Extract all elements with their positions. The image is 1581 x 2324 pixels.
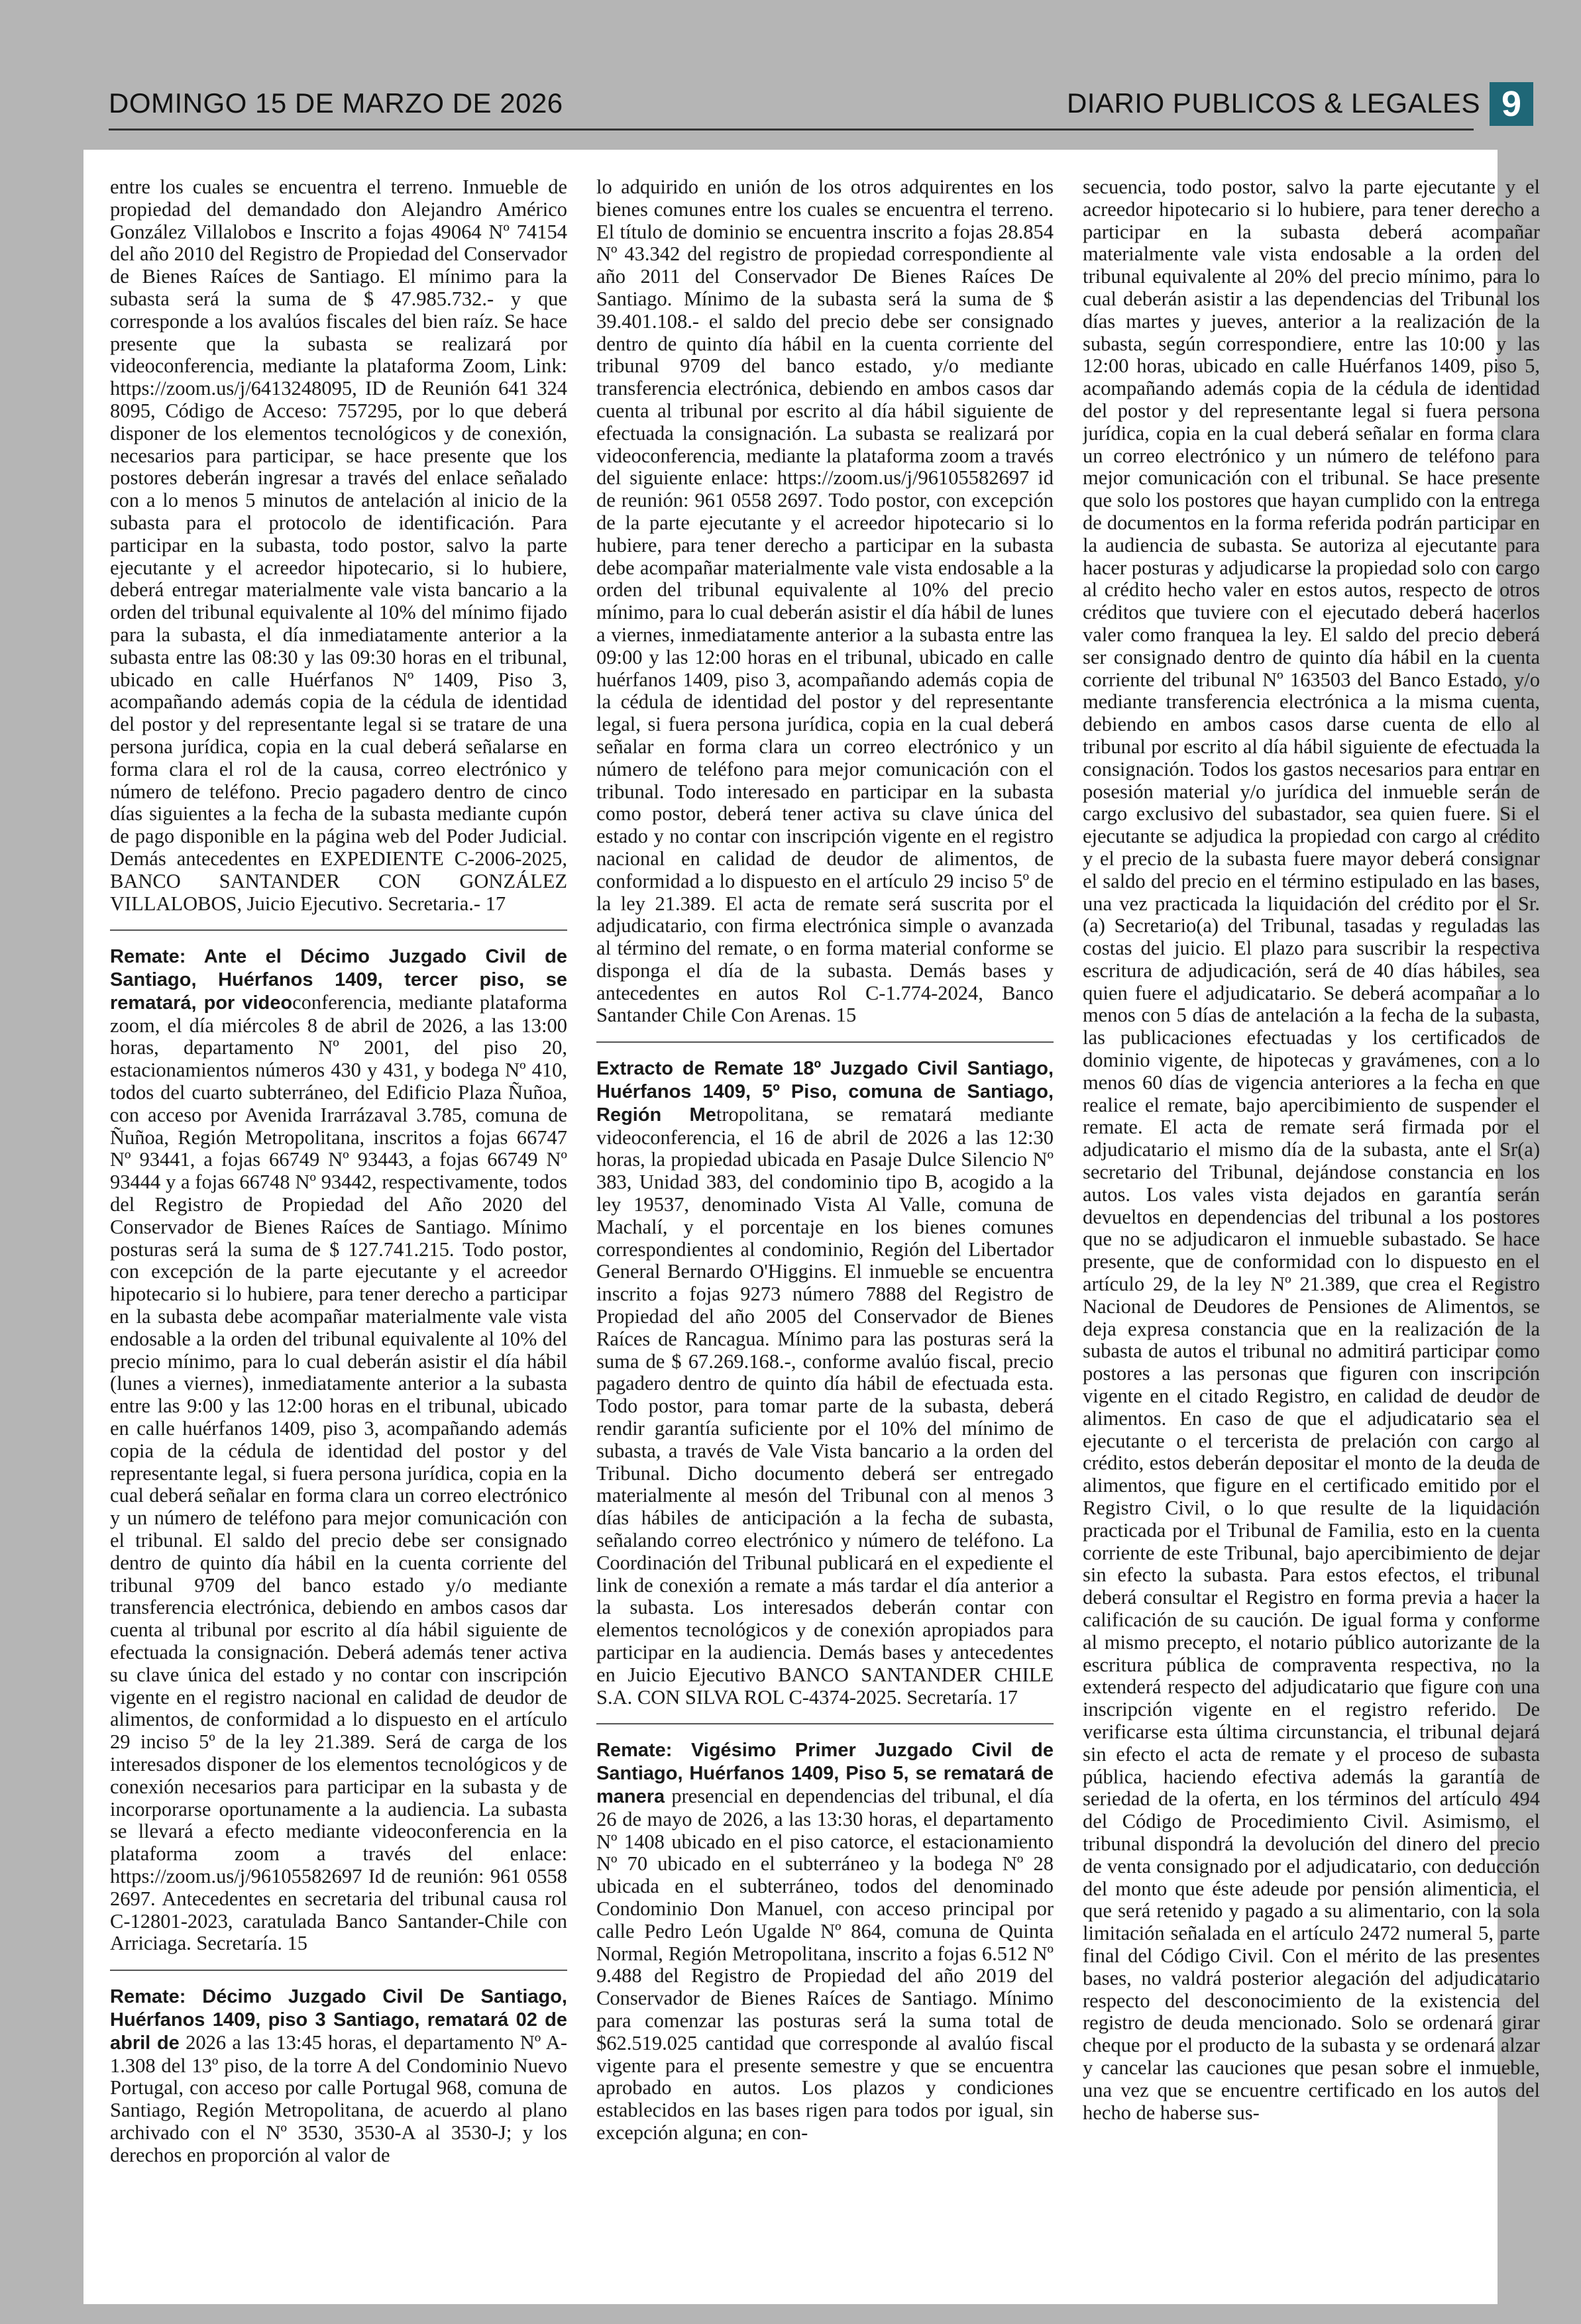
column-3 bbox=[1083, 176, 1540, 2283]
notice-text: entre los cuales se encuentra el terreno. Inmueble de propiedad del demandado don Alejandro Américo González Villalobos e Inscrito a fojas 49064 Nº 74154 del año 2010 del Registro de Propiedad del Conservador de Bienes Raíces de Santiago. El mínimo para la subasta será la suma de $ 47.985.732.- y que corresponde a los avalúos fiscales del bien raíz. Se hace presente que la subasta se realizará por videoconferencia, mediante la plataforma Zoom, Link: https://zoom.us/j/6413248095, ID de Reunión 641 324 8095, Código de Acceso: 757295, por lo que deberá disponer de los elementos tecnológicos y de conexión, necesarios para participar, se hace presente que los postores deberán ingresar a través del enlace señalado con a lo menos 5 minutos de antelación al inicio de la subasta para el protocolo de identificación. Para participar en la subasta, todo postor, salvo la parte ejecutante y el acreedor hipotecario, si lo hubiere, deberá entregar materialmente vale vista bancario a la orden del tribunal equivalente al 10% del mínimo fijado para la subasta, el día inmediatamente anterior a la subasta entre las 08:30 y las 09:30 horas en el tribunal, ubicado en calle Huérfanos Nº 1409, Piso 3, acompañando además copia de la cédula de identidad del postor y del representante legal si se tratare de una persona jurídica, copia en la cual deberá señalarse en forma clara el rol de la causa, correo electrónico y número de teléfono. Precio pagadero dentro de cinco días siguientes a la fecha de la subasta mediante cupón de pago disponible en la página web del Poder Judicial. Demás antecedentes en EXPEDIENTE C-2006-2025, BANCO SANTANDER CON GONZÁLEZ VILLALOBOS, Juicio Ejecutivo. Secretaria.- 17 bbox=[110, 176, 567, 915]
header-date: DOMINGO 15 DE MARZO DE 2026 bbox=[109, 87, 563, 119]
notice-lead: Remate: Vigésimo Primer Juzgado Civil de Santiago, Huérfanos 1409, Piso 5, se rematará de manera bbox=[596, 1740, 1054, 1807]
header-rule bbox=[109, 129, 1474, 131]
page-number-badge: 9 bbox=[1490, 82, 1533, 126]
notice-continuation bbox=[596, 176, 1054, 1027]
notice-lead: Remate: Ante el Décimo Juzgado Civil de Santiago, Huérfanos 1409, tercer piso, se rematará, por video bbox=[110, 946, 567, 1014]
column-2 bbox=[596, 176, 1054, 2283]
notice-text: lo adquirido en unión de los otros adquirentes en los bienes comunes entre los cuales se encuentra el terreno. El título de dominio se encuentra inscrito a fojas 28.854 Nº 43.342 del registro de propiedad correspondiente al año 2011 del Conservador De Bienes Raíces De Santiago. Mínimo de la subasta será la suma de $ 39.401.108.- el saldo del precio debe ser consignado dentro de quinto día hábil en la cuenta corriente del tribunal 9709 del banco estado, y/o mediante transferencia electrónica, debiendo en ambos casos dar cuenta al tribunal por escrito al día hábil siguiente de efectuada la consignación. La subasta se realizará por videoconferencia, mediante la plataforma zoom a través del siguiente enlace: https://zoom.us/j/96105582697 id de reunión: 961 0558 2697. Todo postor, con excepción de la parte ejecutante y el acreedor hipotecario si lo hubiere, para tener derecho a participar en la subasta debe acompañar materialmente vale vista endosable a la orden del tribunal equivalente al 10% del precio mínimo, para lo cual deberán asistir el día hábil de lunes a viernes, inmediatamente anterior a la subasta entre las 09:00 y las 12:00 horas en el tribunal, ubicado en calle huérfanos 1409, piso 3, acompañando además copia de la cédula de identidad del postor y del representante legal, si fuera persona jurídica, copia en la cual deberá señalar en forma clara un correo electrónico y un número de teléfono para mejor comunicación con el tribunal. Todo interesado en participar en la subasta como postor, deberá tener activa su clave única del estado y no contar con inscripción vigente en el registro nacional en calidad de deudor de alimentos, de conformidad a lo dispuesto en el artículo 29 inciso 5º de la ley 21.389. El acta de remate será suscrita por el adjudicatario, con firma electrónica simple o avanzada al término del remate, o en forma material conforme se disponga el día de la subasta. Demás bases y antecedentes en autos Rol C-1.774-2024, Banco Santander Chile Con Arenas. 15 bbox=[596, 176, 1054, 1027]
notice-continuation bbox=[110, 176, 567, 915]
notice-remate bbox=[110, 1970, 567, 2166]
notice-text: presencial en dependencias del tribunal, el día 26 de mayo de 2026, a las 13:30 horas, el departamento Nº 1408 ubicado en el piso catorce, el estacionamiento Nº 70 ubicado en el subterráneo y la bodega Nº 28 ubicada en el subterráneo, todos del denominado Condominio Don Manuel, con acceso principal por calle Pedro León Ugalde Nº 864, comuna de Quinta Normal, Región Metropolitana, inscrito a fojas 6.512 Nº 9.488 del Registro de Propiedad del año 2019 del Conservador de Bienes Raíces de Santiago. Mínimo para comenzar las posturas será la suma total de $62.519.025 cantidad que corresponde al avalúo fiscal vigente para el presente semestre y que se encuentra aprobado en autos. Los plazos y condiciones establecidos en las bases rigen para todos por igual, sin excepción alguna; en con- bbox=[596, 1784, 1054, 2144]
notice-continuation bbox=[1083, 176, 1540, 2124]
page-header bbox=[109, 85, 1533, 131]
column-1 bbox=[110, 176, 567, 2283]
notice-lead: Extracto de Remate 18º Juzgado Civil Santiago, Huérfanos 1409, 5º Piso, comuna de Santiago, Región Me bbox=[596, 1058, 1054, 1126]
page-sheet bbox=[83, 150, 1540, 2304]
header-section-title: DIARIO PUBLICOS & LEGALES bbox=[1066, 87, 1480, 119]
notice-remate bbox=[110, 929, 567, 1955]
notice-lead: Remate: Décimo Juzgado Civil De Santiago, Huérfanos 1409, piso 3 Santiago, rematará 02 de abril de bbox=[110, 1986, 567, 2054]
notice-text: conferencia, mediante plataforma zoom, el día miércoles 8 de abril de 2026, a las 13:00 horas, departamento Nº 2001, del piso 20, estacionamientos números 430 y 431, y bodega Nº 410, todos del cuarto subterráneo, del Edificio Plaza Ñuñoa, con acceso por Avenida Irarrázaval 3.785, comuna de Ñuñoa, Región Metropolitana, inscritos a fojas 66747 Nº 93441, a fojas 66749 Nº 93443, a fojas 66749 Nº 93444 y a fojas 66748 Nº 93442, respectivamente, todos del Registro de Propiedad del Año 2020 del Conservador de Bienes Raíces de Santiago. Mínimo posturas será la suma de $ 127.741.215. Todo postor, con excepción de la parte ejecutante y el acreedor hipotecario si lo hubiere, para tener derecho a participar en la subasta debe acompañar materialmente vale vista endosable a la orden del tribunal equivalente al 10% del precio mínimo, para lo cual deberán asistir el día hábil (lunes a viernes), inmediatamente anterior a la subasta entre las 9:00 y las 12:00 horas en el tribunal, ubicado en calle huérfanos 1409, piso 3, acompañando además copia de la cédula de identidad del postor y del representante legal, si fuera persona jurídica, copia en la cual deberá señalar en forma clara un correo electrónico y un número de teléfono para mejor comunicación con el tribunal. El saldo del precio debe ser consignado dentro de quinto día hábil en la cuenta corriente del tribunal 9709 del banco estado y/o mediante transferencia electrónica, debiendo en ambos casos dar cuenta al tribunal por escrito al día hábil siguiente de efectuada la consignación. Deberá además tener activa su clave única del estado y no contar con inscripción vigente en el registro nacional en calidad de deudor de alimentos, de conformidad a lo dispuesto en el artículo 29 inciso 5º de la ley 21.389. Será de carga de los interesados disponer de los elementos tecnológicos y de conexión necesarios para participar en la subasta y de incorporarse oportunamente a la audiencia. La subasta se llevará a efecto mediante videoconferencia en la plataforma zoom a través del enlace: https://zoom.us/j/96105582697 Id de reunión: 961 0558 2697. Antecedentes en secretaria del tribunal causa rol C-12801-2023, caratulada Banco Santander-Chile con Arriciaga. Secretaría. 15 bbox=[110, 990, 567, 1955]
notice-text: secuencia, todo postor, salvo la parte ejecutante y el acreedor hipotecario si lo hubiere, para tener derecho a participar en la subasta deberá acompañar materialmente vale vista endosable a la orden del tribunal equivalente al 20% del precio mínimo, para lo cual deberán asistir a las dependencias del Tribunal los días martes y jueves, anterior a la realización de la subasta, según correspondiere, entre las 10:00 y las 12:00 horas, ubicado en calle Huérfanos 1409, piso 5, acompañando además copia de la cédula de identidad del postor y del representante legal si fuera persona jurídica, copia en la cual deberá señalar en forma clara un correo electrónico y un número de teléfono para mejor comunicación con el tribunal. Se hace presente que solo los postores que hayan cumplido con la entrega de documentos en la forma referida podrán participar en la audiencia de subasta. Se autoriza al ejecutante para hacer posturas y adjudicarse la propiedad solo con cargo al crédito hecho valer en estos autos, respecto de otros créditos que tuviere con el ejecutado deberá hacerlos valer como franquea la ley. El saldo del precio deberá ser consignado dentro de quinto día hábil en la cuenta corriente del tribunal Nº 163503 del Banco Estado, y/o mediante transferencia electrónica a la misma cuenta, debiendo en ambos casos darse cuenta de ello al tribunal por escrito al día hábil siguiente de efectuada la consignación. Todos los gastos necesarios para entrar en posesión material y/o jurídica del inmueble serán de cargo exclusivo del subastador, sea quien fuere. Si el ejecutante se adjudica la propiedad con cargo al crédito y el precio de la subasta fuere mayor deberá consignar el saldo del precio en el término estipulado en las bases, una vez practicada la liquidación del crédito por el Sr. (a) Secretario(a) del Tribunal, tasadas y reguladas las costas del juicio. El plazo para suscribir la respectiva escritura de adjudicación, será de 40 días hábiles, sea quien fuere el adjudicatario. Se deberá acompañar a lo menos con 5 días de antelación a la fecha de la subasta, las publicaciones efectuadas y los certificados de dominio vigente, de hipotecas y gravámenes, con a lo menos 60 días de vigencia anteriores a la fecha en que realice el remate, bajo apercibimiento de suspender el remate. El acta de remate será firmada por el adjudicatario el mismo día de la subasta, ante el Sr(a) secretario del Tribunal, dejándose constancia en los autos. Los vales vista dejados en garantía serán devueltos en dependencias del tribunal a los postores que no se adjudicaron el inmueble subastado. Se hace presente, que de conformidad con lo dispuesto en el artículo 29, de la ley Nº 21.389, que crea el Registro Nacional de Deudores de Pensiones de Alimentos, se deja expresa constancia que en la realización de la subasta de autos el tribunal no admitirá participar como postores a las personas que figuren con inscripción vigente en el citado Registro, en calidad de deudor de alimentos. En caso de que el adjudicatario sea el ejecutante o el tercerista de prelación con cargo al crédito, estos deberán depositar el monto de la deuda de alimentos, que figure en el certificado emitido por el Registro Civil, o lo que resulte de la liquidación practicada por el Tribunal de Familia, esto en la cuenta corriente de este Tribunal, bajo apercibimiento de dejar sin efecto la subasta. Para estos efectos, el tribunal deberá consultar el Registro en forma previa a hacer la calificación de su caución. De igual forma y conforme al mismo precepto, el notario público autorizante de la escritura pública de compraventa respectiva, no la extenderá respecto del adjudicatario que figure con una inscripción vigente en el registro referido. De verificarse esta última circunstancia, el tribunal dejará sin efecto el acta de remate y el proceso de subasta pública, haciendo efectiva además la garantía de seriedad de la oferta, en los términos del artículo 494 del Código de Procedimiento Civil. Asimismo, el tribunal dispondrá la devolución del dinero del precio de venta consignado por el adjudicatario, con deducción del monto que éste adeude por pensión alimenticia, el que será retenido y pagado a su alimentario, con la sola limitación señalada en el artículo 2472 numeral 5, parte final del Código Civil. Con el mérito de las presentes bases, no valdrá posterior alegación del adjudicatario respecto del desconocimiento de la existencia del registro de deuda mencionado. Solo se ordenará girar cheque por el producto de la subasta y se ordenará alzar y cancelar las cauciones que pesan sobre el inmueble, una vez que se encuentre certificado en los autos del hecho de haberse sus- bbox=[1083, 176, 1540, 2124]
notice-remate bbox=[596, 1723, 1054, 2144]
notice-text: 2026 a las 13:45 horas, el departamento Nº A-1.308 del 13º piso, de la torre A del Condominio Nuevo Portugal, con acceso por calle Portugal 968, comuna de Santiago, Región Metropolitana, de acuerdo al plano archivado con el Nº 3530, 3530-A al 3530-J; y los derechos en proporción al valor de bbox=[110, 2031, 567, 2166]
notice-remate bbox=[596, 1041, 1054, 1709]
notice-text: tropolitana, se rematará mediante videoconferencia, el 16 de abril de 2026 a las 12:30 horas, la propiedad ubicada en Pasaje Dulce Silencio Nº 383, Unidad 383, del condominio tipo B, acogido a la ley 19537, denominado Vista Al Valle, comuna de Machalí, y el porcentaje en los bienes comunes correspondientes al condominio, Región del Libertador General Bernardo O'Higgins. El inmueble se encuentra inscrito a fojas 9273 número 7888 del Registro de Propiedad del año 2005 del Conservador de Bienes Raíces de Rancagua. Mínimo para las posturas será la suma de $ 67.269.168.-, conforme avalúo fiscal, precio pagadero dentro de quinto día hábil de efectuada esta. Todo postor, para tomar parte de la subasta, deberá rendir garantía suficiente por el 10% del mínimo de subasta, a través de Vale Vista bancario a la orden del Tribunal. Dicho documento deberá ser entregado materialmente al mesón del Tribunal con al menos 3 días hábiles de anticipación a la fecha de subasta, señalando correo electrónico y número de teléfono. La Coordinación del Tribunal publicará en el expediente el link de conexión a remate a más tardar el día anterior a la subasta. Los interesados deberán contar con elementos tecnológicos y de conexión apropiados para participar en la audiencia. Demás bases y antecedentes en Juicio Ejecutivo BANCO SANTANDER CHILE S.A. CON SILVA ROL C-4374-2025. Secretaría. 17 bbox=[596, 1102, 1054, 1709]
